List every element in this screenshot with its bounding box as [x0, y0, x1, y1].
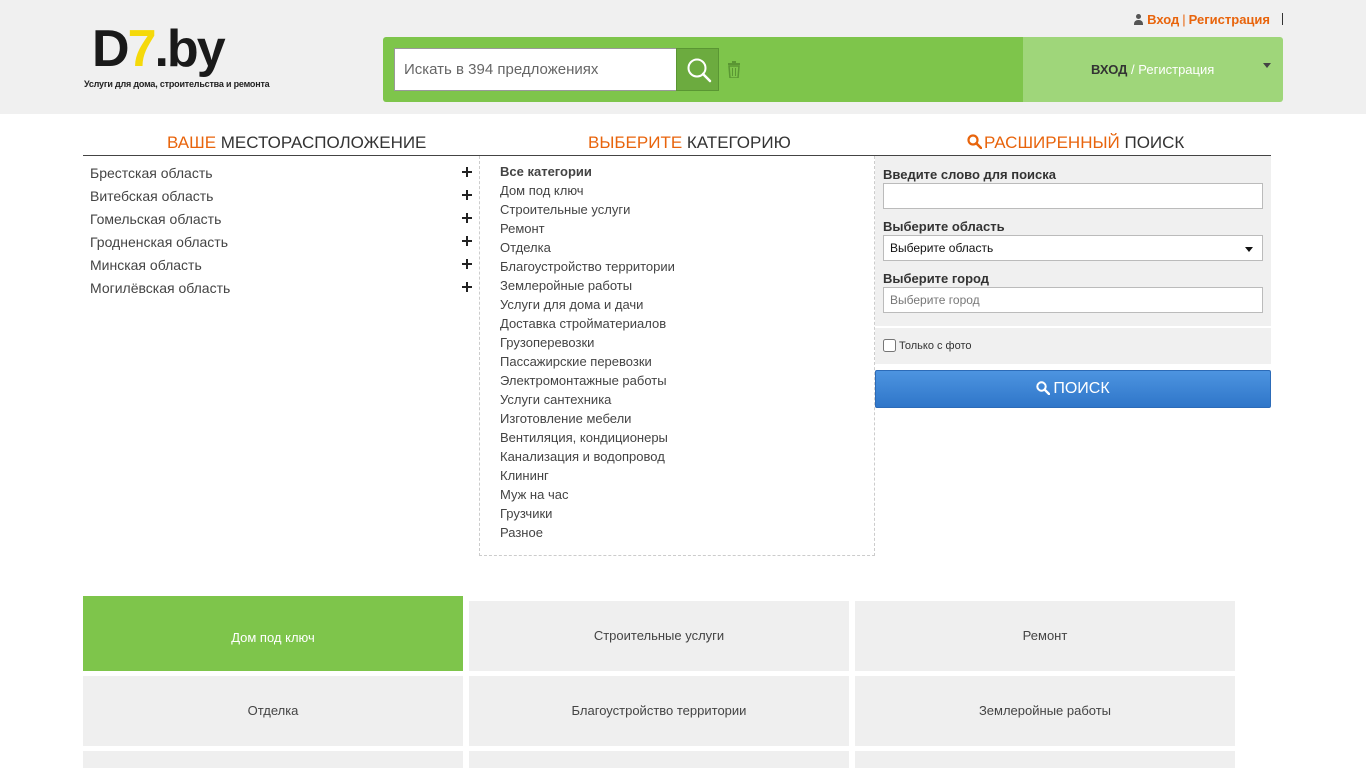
region-item[interactable]: Гомельская область [83, 208, 479, 231]
category-item[interactable]: Землеройные работы [500, 278, 633, 293]
category-item[interactable]: Услуги для дома и дачи [500, 297, 644, 312]
search-icon [1036, 381, 1050, 395]
login-panel[interactable] [1023, 37, 1283, 102]
category-item[interactable]: Разное [500, 525, 543, 540]
category-item[interactable]: Муж на час [500, 487, 569, 502]
category-item[interactable]: Грузчики [500, 506, 553, 521]
plus-icon[interactable] [462, 190, 472, 200]
plus-icon[interactable] [462, 236, 472, 246]
plus-icon[interactable] [462, 282, 472, 292]
search-bar [383, 37, 1023, 102]
category-item[interactable]: Клининг [500, 468, 549, 483]
category-list [479, 156, 875, 556]
plus-icon[interactable] [462, 167, 472, 177]
city-label: Выберите город [883, 271, 990, 286]
region-label: Выберите область [883, 219, 1005, 234]
top-register-link[interactable]: Регистрация [1188, 12, 1270, 27]
caret-down-icon[interactable] [1263, 63, 1271, 68]
logo-wordmark: D7.by [92, 20, 224, 78]
region-list [83, 162, 479, 300]
plus-icon[interactable] [462, 259, 472, 269]
category-heading: ВЫБЕРИТЕ КАТЕГОРИЮ [588, 133, 791, 152]
word-input[interactable] [883, 183, 1263, 209]
region-item[interactable]: Витебская область [83, 185, 479, 208]
site-header [0, 0, 1366, 114]
site-logo[interactable] [84, 20, 274, 92]
search-icon [967, 134, 982, 149]
photo-only-label[interactable]: Только с фото [899, 340, 972, 352]
category-item[interactable]: Доставка стройматериалов [500, 316, 667, 331]
advanced-search-heading: РАСШИРЕННЫЙ ПОИСК [967, 133, 1184, 153]
search-input[interactable] [394, 48, 677, 91]
chevron-down-icon [1245, 247, 1253, 252]
category-tile[interactable]: Благоустройство территории [469, 676, 849, 746]
login-link[interactable]: ВХОД [1091, 62, 1128, 77]
category-item[interactable]: Грузоперевозки [500, 335, 595, 350]
city-input[interactable] [883, 287, 1263, 313]
category-tile[interactable]: Отделка [83, 676, 463, 746]
category-tile[interactable] [83, 751, 463, 768]
advanced-search-panel [875, 156, 1271, 408]
category-item[interactable]: Услуги сантехника [500, 392, 612, 407]
category-item[interactable]: Электромонтажные работы [500, 373, 667, 388]
region-item[interactable]: Брестская область [83, 162, 479, 185]
category-item[interactable]: Благоустройство территории [500, 259, 675, 274]
trash-icon[interactable] [727, 61, 741, 78]
photo-only-row [875, 328, 1271, 364]
category-item[interactable]: Пассажирские перевозки [500, 354, 652, 369]
register-link[interactable]: Регистрация [1138, 62, 1215, 77]
category-item[interactable]: Ремонт [500, 221, 545, 236]
advanced-search-button[interactable]: ПОИСК [875, 370, 1271, 408]
category-item[interactable]: Строительные услуги [500, 202, 631, 217]
category-item[interactable]: Вентиляция, кондиционеры [500, 430, 668, 445]
divider [1282, 13, 1283, 25]
category-tile[interactable] [469, 751, 849, 768]
top-auth-links [1134, 12, 1283, 27]
search-icon [686, 57, 712, 83]
photo-only-checkbox[interactable] [883, 339, 896, 352]
category-item[interactable]: Изготовление мебели [500, 411, 632, 426]
category-tile[interactable]: Ремонт [855, 601, 1235, 671]
category-tile[interactable] [855, 751, 1235, 768]
plus-icon[interactable] [462, 213, 472, 223]
search-button[interactable] [676, 48, 719, 91]
category-item[interactable]: Дом под ключ [500, 183, 584, 198]
category-tile[interactable]: Землеройные работы [855, 676, 1235, 746]
login-panel-text: ВХОД / Регистрация [1091, 62, 1215, 77]
category-all[interactable]: Все категории [500, 164, 592, 179]
region-item[interactable]: Могилёвская область [83, 277, 479, 300]
region-select-value: Выберите область [890, 241, 994, 255]
top-login-link[interactable]: Вход [1147, 12, 1180, 27]
advanced-search-form [875, 156, 1271, 326]
user-icon [1134, 14, 1143, 25]
region-select[interactable] [883, 235, 1263, 261]
category-tile[interactable]: Строительные услуги [469, 601, 849, 671]
region-item[interactable]: Минская область [83, 254, 479, 277]
auth-separator: | [1182, 12, 1186, 27]
region-item[interactable]: Гродненская область [83, 231, 479, 254]
category-item[interactable]: Канализация и водопровод [500, 449, 665, 464]
location-heading: ВАШЕ МЕСТОРАСПОЛОЖЕНИЕ [167, 133, 427, 152]
category-tile[interactable]: Дом под ключ [83, 596, 463, 671]
logo-tagline: Услуги для дома, строительства и ремонта [84, 79, 270, 89]
category-item[interactable]: Отделка [500, 240, 551, 255]
word-label: Введите слово для поиска [883, 167, 1056, 182]
